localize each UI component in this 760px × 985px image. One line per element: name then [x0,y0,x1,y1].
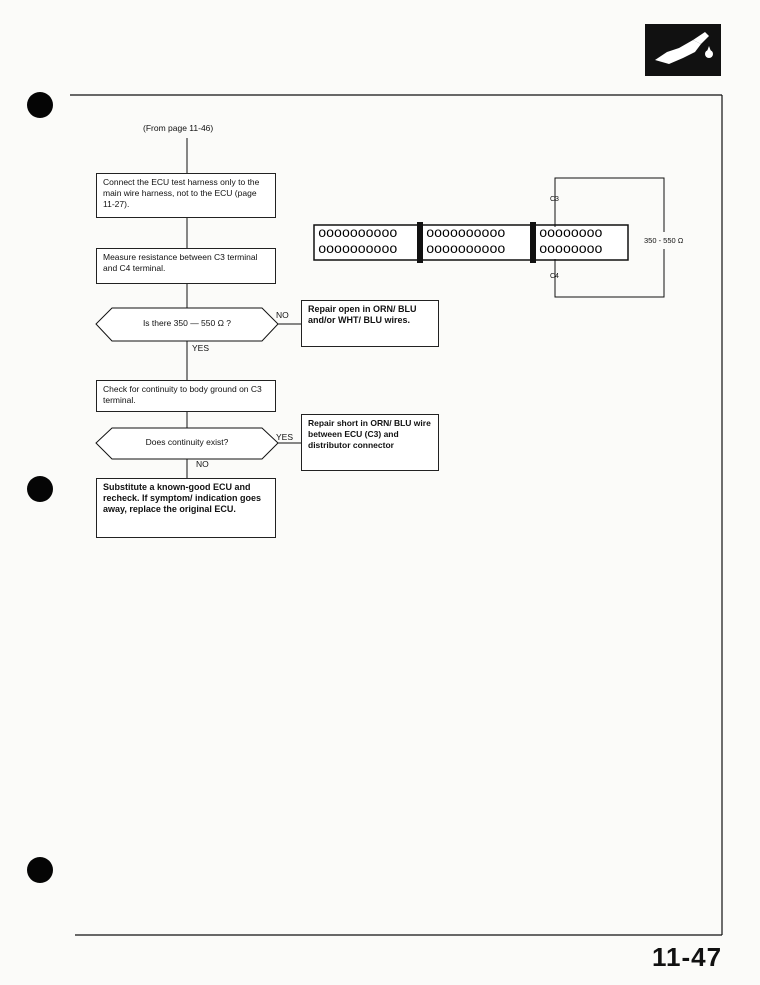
connector-pins-row2-left: oooooooooo [318,242,398,258]
q2-no-label: NO [196,459,209,469]
question-resistance: Is there 350 — 550 Ω ? [142,318,232,328]
step-check-continuity: Check for continuity to body ground on C3 terminal. [96,380,276,412]
question-continuity: Does continuity exist? [145,437,229,447]
step-repair-short: Repair short in ORN/ BLU wire between ECU (C3) and distributor connector [301,414,439,471]
connector-pins-row2-mid: oooooooooo [426,242,506,258]
page-number: 11-47 [652,942,723,972]
step-connect-harness: Connect the ECU test harness only to the main wire harness, not to the ECU (page 11-27). [96,173,276,218]
step-substitute-ecu: Substitute a known-good ECU and recheck. If symptom/ indication goes away, replace the original ECU. [96,478,276,538]
from-page-label: (From page 11-46) [143,123,214,133]
connector-pins-row1-mid: oooooooooo [426,226,506,242]
terminal-c4-label: C4 [550,273,559,280]
step-measure-resistance: Measure resistance between C3 terminal and C4 terminal. [96,248,276,284]
connector-pins-row1-right: oooooooo [539,226,603,242]
q1-yes-label: YES [192,343,210,353]
terminal-c3-label: C3 [550,196,559,203]
connector-pins-row1-left: oooooooooo [318,226,398,242]
connector-pins-row2-right: oooooooo [539,242,603,258]
q2-yes-label: YES [276,432,294,442]
step-repair-open: Repair open in ORN/ BLU and/or WHT/ BLU wires. [301,300,439,347]
resistance-spec-label: 350 - 550 Ω [644,236,684,245]
q1-no-label: NO [276,310,289,320]
